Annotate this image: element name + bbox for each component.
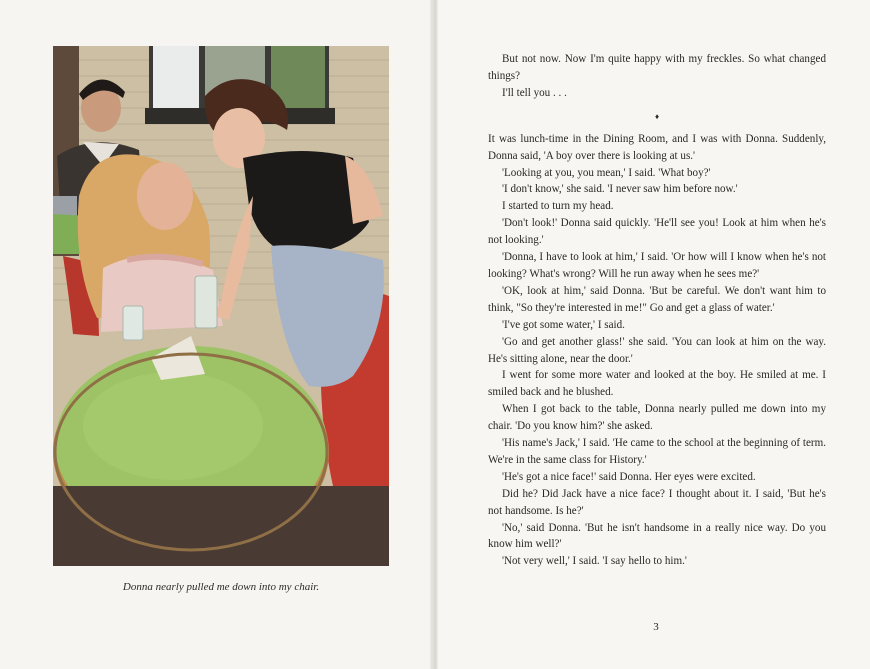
story-paragraph: 'I don't know,' she said. 'I never saw him before now.' [502, 183, 738, 196]
story-paragraph: I'll tell you . . . [502, 86, 567, 99]
story-paragraph: When I got back to the table, Donna nearly pulled me down into my chair. 'Do you know him?' she asked. [488, 403, 826, 433]
story-paragraph: 'I've got some water,' I said. [502, 318, 625, 331]
story-paragraph: It was lunch-time in the Dining Room, and I was with Donna. Suddenly, Donna said, 'A boy over there is looking at us.' [488, 132, 826, 162]
left-page [0, 0, 434, 669]
story-paragraph: I went for some more water and looked at the boy. He smiled at me. I smiled back and he blushed. [488, 369, 826, 399]
story-paragraph: 'No,' said Donna. 'But he isn't handsome in a really nice way. Do you know him well?' [488, 521, 826, 551]
story-text [488, 51, 826, 570]
story-paragraph: 'He's got a nice face!' said Donna. Her eyes were excited. [502, 470, 756, 483]
section-break-ornament: ♦ [654, 111, 660, 121]
story-paragraph: But not now. Now I'm quite happy with my freckles. So what changed things? [488, 53, 826, 82]
page-number: 3 [653, 621, 659, 633]
story-paragraph: 'His name's Jack,' I said. 'He came to the school at the beginning of term. We're in the same class for History.' [488, 437, 826, 466]
illustration-caption: Donna nearly pulled me down into my chair. [122, 581, 320, 593]
illustration-photo [53, 46, 389, 566]
story-paragraph: Did he? Did Jack have a nice face? I thought about it. I said, 'But he's not handsome. Is he?' [488, 487, 826, 517]
story-paragraph: 'Go and get another glass!' she said. 'You can look at him on the way. He's sitting alone, near the door.' [488, 335, 826, 365]
story-paragraph: 'Don't look!' Donna said quickly. 'He'll see you! Look at him when he's not looking.' [488, 217, 826, 247]
story-paragraph: 'Not very well,' I said. 'I say hello to him.' [502, 555, 687, 568]
story-paragraph: 'Looking at you, you mean,' I said. 'What boy?' [502, 166, 711, 179]
story-paragraph: 'OK, look at him,' said Donna. 'But be careful. We don't want him to think, "So they're interested in me!" Go and get a glass of water.' [488, 284, 826, 314]
story-paragraph: I started to turn my head. [502, 200, 614, 213]
story-paragraph: 'Donna, I have to look at him,' I said. 'Or how will I know when he's not looking? What's wrong? Will he run away when he sees me?' [488, 251, 826, 280]
